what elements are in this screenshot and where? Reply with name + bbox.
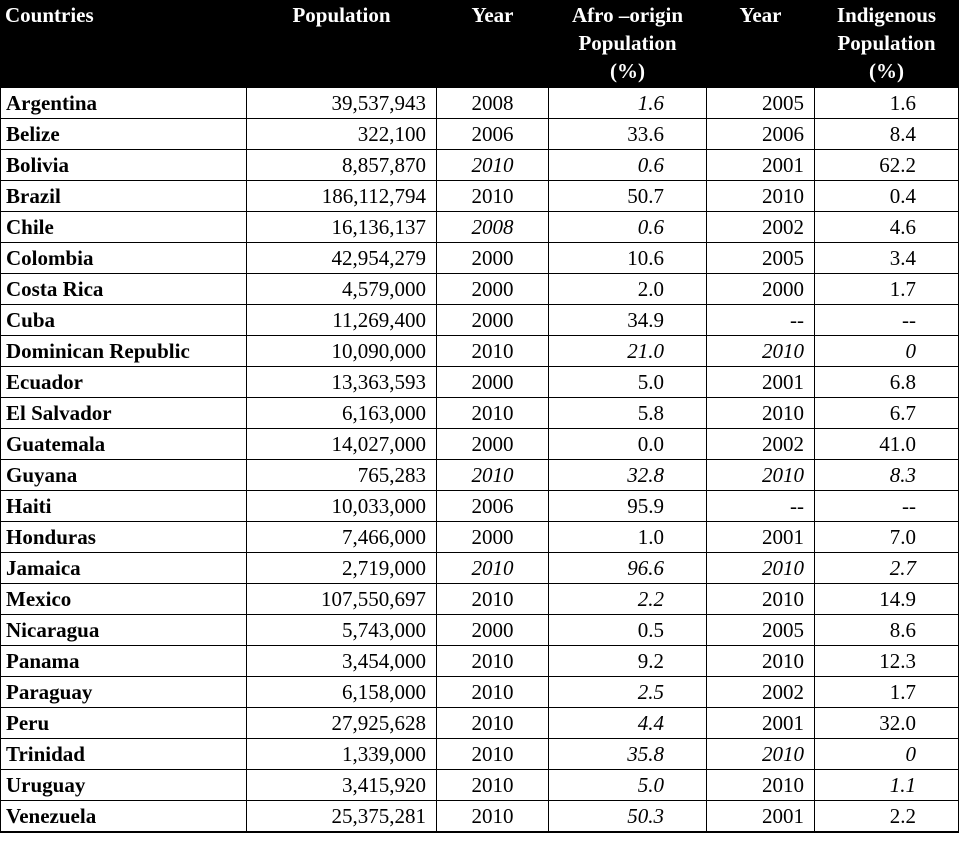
cell-country: Cuba <box>1 305 247 336</box>
table-row <box>1 584 959 615</box>
cell-country: Belize <box>1 119 247 150</box>
cell-country: Chile <box>1 212 247 243</box>
header-indigenous-line-3: (%) <box>869 59 904 83</box>
cell-indigenous-percent: 1.6 <box>815 88 959 119</box>
cell-population: 14,027,000 <box>247 429 437 460</box>
cell-year-afro: 2010 <box>437 801 549 833</box>
cell-population: 107,550,697 <box>247 584 437 615</box>
cell-indigenous-percent: 2.7 <box>815 553 959 584</box>
table-row <box>1 491 959 522</box>
cell-country: Uruguay <box>1 770 247 801</box>
cell-year-afro: 2000 <box>437 522 549 553</box>
cell-indigenous-percent: 7.0 <box>815 522 959 553</box>
table-header <box>1 1 959 88</box>
cell-year-indigenous: -- <box>707 305 815 336</box>
cell-year-indigenous: 2010 <box>707 646 815 677</box>
cell-country: Haiti <box>1 491 247 522</box>
cell-country: Guyana <box>1 460 247 491</box>
cell-afro-percent: 50.3 <box>549 801 707 833</box>
cell-population: 7,466,000 <box>247 522 437 553</box>
cell-population: 765,283 <box>247 460 437 491</box>
cell-afro-percent: 50.7 <box>549 181 707 212</box>
cell-year-indigenous: 2005 <box>707 243 815 274</box>
cell-afro-percent: 0.5 <box>549 615 707 646</box>
cell-year-afro: 2010 <box>437 553 549 584</box>
cell-year-afro: 2006 <box>437 119 549 150</box>
cell-year-afro: 2000 <box>437 429 549 460</box>
cell-indigenous-percent: 0 <box>815 336 959 367</box>
cell-afro-percent: 2.5 <box>549 677 707 708</box>
cell-indigenous-percent: 6.7 <box>815 398 959 429</box>
cell-country: Guatemala <box>1 429 247 460</box>
cell-indigenous-percent: 6.8 <box>815 367 959 398</box>
table-row <box>1 615 959 646</box>
cell-year-afro: 2010 <box>437 770 549 801</box>
cell-year-indigenous: 2002 <box>707 212 815 243</box>
cell-country: Trinidad <box>1 739 247 770</box>
cell-country: Peru <box>1 708 247 739</box>
cell-country: Nicaragua <box>1 615 247 646</box>
header-countries: Countries <box>1 1 247 88</box>
cell-country: Dominican Republic <box>1 336 247 367</box>
cell-indigenous-percent: 41.0 <box>815 429 959 460</box>
cell-year-afro: 2008 <box>437 88 549 119</box>
cell-afro-percent: 2.0 <box>549 274 707 305</box>
cell-country: Mexico <box>1 584 247 615</box>
cell-year-afro: 2010 <box>437 336 549 367</box>
cell-indigenous-percent: 14.9 <box>815 584 959 615</box>
cell-year-afro: 2000 <box>437 615 549 646</box>
cell-afro-percent: 95.9 <box>549 491 707 522</box>
cell-population: 10,033,000 <box>247 491 437 522</box>
cell-indigenous-percent: 8.4 <box>815 119 959 150</box>
table-row <box>1 212 959 243</box>
cell-year-afro: 2010 <box>437 708 549 739</box>
header-afro-origin-population <box>549 1 707 88</box>
cell-year-afro: 2000 <box>437 274 549 305</box>
table-row <box>1 336 959 367</box>
cell-year-indigenous: -- <box>707 491 815 522</box>
cell-country: Ecuador <box>1 367 247 398</box>
cell-year-afro: 2008 <box>437 212 549 243</box>
cell-afro-percent: 10.6 <box>549 243 707 274</box>
cell-indigenous-percent: 32.0 <box>815 708 959 739</box>
cell-indigenous-percent: 1.7 <box>815 677 959 708</box>
table-row <box>1 274 959 305</box>
cell-year-afro: 2010 <box>437 398 549 429</box>
cell-indigenous-percent: 12.3 <box>815 646 959 677</box>
cell-population: 42,954,279 <box>247 243 437 274</box>
cell-year-indigenous: 2010 <box>707 770 815 801</box>
cell-year-afro: 2006 <box>437 491 549 522</box>
cell-year-afro: 2000 <box>437 305 549 336</box>
table-row <box>1 243 959 274</box>
header-afro-line-2: Population <box>578 31 677 55</box>
table-row <box>1 150 959 181</box>
table-row <box>1 367 959 398</box>
table-row <box>1 305 959 336</box>
cell-afro-percent: 2.2 <box>549 584 707 615</box>
cell-population: 10,090,000 <box>247 336 437 367</box>
cell-country: Costa Rica <box>1 274 247 305</box>
cell-year-afro: 2010 <box>437 181 549 212</box>
cell-country: Brazil <box>1 181 247 212</box>
header-row <box>1 1 959 88</box>
cell-population: 3,454,000 <box>247 646 437 677</box>
cell-afro-percent: 0.6 <box>549 212 707 243</box>
header-afro-line-3: (%) <box>610 59 645 83</box>
cell-year-indigenous: 2001 <box>707 367 815 398</box>
header-population: Population <box>247 1 437 88</box>
cell-population: 16,136,137 <box>247 212 437 243</box>
cell-country: El Salvador <box>1 398 247 429</box>
table-row <box>1 119 959 150</box>
cell-afro-percent: 96.6 <box>549 553 707 584</box>
cell-indigenous-percent: 8.3 <box>815 460 959 491</box>
cell-population: 3,415,920 <box>247 770 437 801</box>
table-row <box>1 646 959 677</box>
table-row <box>1 88 959 119</box>
cell-population: 2,719,000 <box>247 553 437 584</box>
cell-year-indigenous: 2002 <box>707 677 815 708</box>
header-indigenous-line-1: Indigenous <box>836 3 937 27</box>
header-year-indigenous: Year <box>707 1 815 88</box>
cell-indigenous-percent: 1.7 <box>815 274 959 305</box>
table-row <box>1 770 959 801</box>
header-afro-line-1: Afro –origin <box>571 3 684 27</box>
cell-indigenous-percent: 4.6 <box>815 212 959 243</box>
cell-year-afro: 2010 <box>437 460 549 491</box>
cell-afro-percent: 1.6 <box>549 88 707 119</box>
cell-population: 11,269,400 <box>247 305 437 336</box>
cell-afro-percent: 33.6 <box>549 119 707 150</box>
cell-year-afro: 2000 <box>437 367 549 398</box>
cell-afro-percent: 1.0 <box>549 522 707 553</box>
cell-population: 1,339,000 <box>247 739 437 770</box>
cell-country: Colombia <box>1 243 247 274</box>
table-body <box>1 88 959 833</box>
table-row <box>1 398 959 429</box>
cell-population: 4,579,000 <box>247 274 437 305</box>
cell-population: 322,100 <box>247 119 437 150</box>
cell-year-afro: 2010 <box>437 584 549 615</box>
cell-indigenous-percent: 1.1 <box>815 770 959 801</box>
table-row <box>1 553 959 584</box>
table-row <box>1 739 959 770</box>
table-row <box>1 181 959 212</box>
cell-population: 39,537,943 <box>247 88 437 119</box>
cell-year-afro: 2010 <box>437 646 549 677</box>
table-row <box>1 801 959 833</box>
cell-country: Argentina <box>1 88 247 119</box>
cell-indigenous-percent: 8.6 <box>815 615 959 646</box>
cell-indigenous-percent: 3.4 <box>815 243 959 274</box>
cell-year-indigenous: 2000 <box>707 274 815 305</box>
header-indigenous-line-2: Population <box>837 31 936 55</box>
cell-year-indigenous: 2010 <box>707 739 815 770</box>
cell-population: 6,158,000 <box>247 677 437 708</box>
cell-year-indigenous: 2001 <box>707 522 815 553</box>
cell-indigenous-percent: -- <box>815 305 959 336</box>
table-row <box>1 460 959 491</box>
cell-year-indigenous: 2010 <box>707 336 815 367</box>
cell-year-indigenous: 2010 <box>707 181 815 212</box>
cell-indigenous-percent: 62.2 <box>815 150 959 181</box>
cell-population: 13,363,593 <box>247 367 437 398</box>
cell-country: Panama <box>1 646 247 677</box>
cell-population: 6,163,000 <box>247 398 437 429</box>
cell-country: Paraguay <box>1 677 247 708</box>
cell-year-indigenous: 2006 <box>707 119 815 150</box>
cell-afro-percent: 21.0 <box>549 336 707 367</box>
cell-year-afro: 2010 <box>437 677 549 708</box>
header-indigenous-population <box>815 1 959 88</box>
cell-population: 186,112,794 <box>247 181 437 212</box>
cell-year-indigenous: 2002 <box>707 429 815 460</box>
cell-year-afro: 2010 <box>437 739 549 770</box>
cell-year-indigenous: 2001 <box>707 708 815 739</box>
cell-afro-percent: 9.2 <box>549 646 707 677</box>
header-year-afro: Year <box>437 1 549 88</box>
cell-population: 5,743,000 <box>247 615 437 646</box>
cell-year-indigenous: 2005 <box>707 615 815 646</box>
cell-afro-percent: 34.9 <box>549 305 707 336</box>
cell-afro-percent: 5.0 <box>549 770 707 801</box>
cell-indigenous-percent: 0.4 <box>815 181 959 212</box>
cell-year-indigenous: 2001 <box>707 801 815 833</box>
cell-country: Jamaica <box>1 553 247 584</box>
cell-afro-percent: 5.8 <box>549 398 707 429</box>
table-row <box>1 522 959 553</box>
cell-year-indigenous: 2005 <box>707 88 815 119</box>
cell-country: Honduras <box>1 522 247 553</box>
cell-afro-percent: 0.6 <box>549 150 707 181</box>
cell-indigenous-percent: 0 <box>815 739 959 770</box>
cell-year-afro: 2000 <box>437 243 549 274</box>
cell-country: Venezuela <box>1 801 247 833</box>
cell-country: Bolivia <box>1 150 247 181</box>
cell-year-afro: 2010 <box>437 150 549 181</box>
cell-year-indigenous: 2010 <box>707 398 815 429</box>
cell-afro-percent: 0.0 <box>549 429 707 460</box>
cell-year-indigenous: 2010 <box>707 584 815 615</box>
cell-indigenous-percent: 2.2 <box>815 801 959 833</box>
cell-indigenous-percent: -- <box>815 491 959 522</box>
cell-year-indigenous: 2001 <box>707 150 815 181</box>
cell-afro-percent: 32.8 <box>549 460 707 491</box>
table-row <box>1 677 959 708</box>
cell-population: 27,925,628 <box>247 708 437 739</box>
cell-afro-percent: 5.0 <box>549 367 707 398</box>
cell-population: 8,857,870 <box>247 150 437 181</box>
cell-year-indigenous: 2010 <box>707 553 815 584</box>
cell-year-indigenous: 2010 <box>707 460 815 491</box>
table-row <box>1 429 959 460</box>
cell-afro-percent: 35.8 <box>549 739 707 770</box>
table-row <box>1 708 959 739</box>
cell-population: 25,375,281 <box>247 801 437 833</box>
cell-afro-percent: 4.4 <box>549 708 707 739</box>
